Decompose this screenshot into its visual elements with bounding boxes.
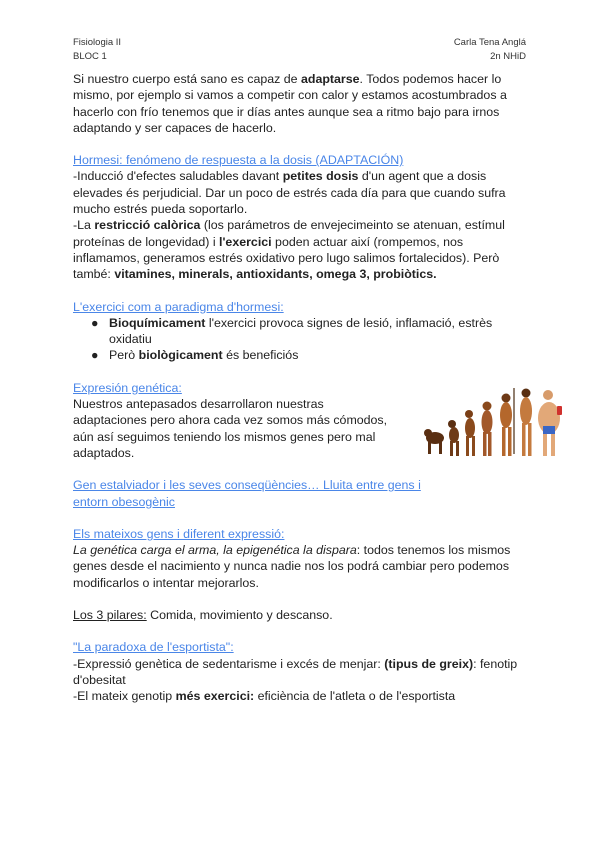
- list-item: [91, 315, 525, 348]
- mateixos-heading: Els mateixos gens i diferent expressió:: [73, 526, 285, 541]
- figure-hominid: [465, 410, 475, 456]
- paradoxa-paragraph-1: [73, 656, 525, 689]
- bullet-icon: ●: [91, 348, 99, 363]
- intro-text: Si nuestro cuerpo está sano es capaz de: [73, 72, 301, 86]
- bloc-label: BLOC 1: [73, 51, 107, 62]
- figure-early-hominid: [448, 420, 459, 456]
- text-span: poden actuar així (rompemos, nos inflamamos, generamos estrés oxidativo pero lugo salimos fortalecidos). Però també:: [73, 234, 500, 282]
- intro-text-2: . Todos podemos hacer lo mismo, por ejemplo si vamos a competir con calor y estamos acostumbrados a hacerlo con frío tenemos que ir días antes aunque sea a ritmo bajo para irnos adaptando y ser capaces de hacerlo.: [73, 72, 507, 135]
- bold-span: vitamines, minerals, antioxidants, omega 3, probiòtics.: [114, 267, 437, 282]
- figure-ape: [424, 429, 444, 454]
- text-span: Comida, movimiento y descanso.: [146, 608, 333, 623]
- genetica-paragraph: Nuestros antepasados desarrollaron nuestras adaptaciones pero ahora cada vez somos más cómodos, aún así seguimos teniendo los mismos genes pero mal adaptados.: [73, 397, 388, 460]
- text-span: d'un agent que a dosis elevades és perjudicial. Dar un poco de estrés cada día para que cuando sufra mucho estrés pueda soportarlo.: [73, 169, 506, 217]
- text-span: : todos tenemos los mismos genes desde el nacimiento y nunca nadie nos los podrá cambiar pero podemos modificarlos o intentar mejorarlos.: [73, 543, 511, 590]
- author-label: Carla Tena Anglá: [453, 37, 526, 48]
- evolution-figures: [424, 388, 562, 456]
- pilares-paragraph: [73, 607, 525, 623]
- text-span: l'exercici provoca signes de lesió, inflamació, estrès oxidatiu: [109, 315, 493, 347]
- hormesi-paragraph-2: [73, 217, 525, 282]
- italic-span: La genética carga el arma, la epigenética la dispara: [73, 543, 357, 558]
- text-span: : fenotip d'obesitat: [73, 656, 518, 687]
- group-label: 2n NHiD: [490, 51, 526, 62]
- hormesi-heading: Hormesi: fenómeno de respuesta a la dosis (ADAPTACIÓN): [73, 153, 404, 168]
- paradoxa-paragraph-2: [73, 688, 525, 704]
- exercici-heading: L'exercici com a paradigma d'hormesi:: [73, 299, 284, 314]
- page-header: [73, 36, 526, 64]
- bold-span: més exercici:: [175, 689, 255, 704]
- paradoxa-heading: "La paradoxa de l'esportista":: [73, 640, 234, 655]
- text-span: -Expressió genètica de sedentarisme i excés de menjar:: [73, 656, 385, 671]
- bold-span: (tipus de greix): [384, 656, 474, 671]
- text-span: -La: [73, 218, 95, 233]
- text-span: (los parámetros de envejecimeinto se atenuan, estímul proteínas de longevidad) i: [73, 218, 505, 249]
- genetica-heading: Expresión genética:: [73, 380, 182, 395]
- bold-span: petites dosis: [282, 169, 359, 184]
- text-span: -El mateix genotip: [73, 689, 176, 704]
- figure-obese-human: [538, 390, 562, 456]
- intro-bold: adaptarse: [301, 72, 360, 86]
- estalviador-heading: Gen estalviador i les seves conseqüències… Lluita entre gens i entorn obesogènic: [73, 478, 421, 509]
- bullet-icon: ●: [91, 315, 99, 330]
- mateixos-paragraph: [73, 542, 525, 591]
- bold-span: Bioquímicament: [109, 315, 206, 330]
- intro-paragraph: [73, 71, 525, 136]
- text-span: és beneficiós: [222, 348, 299, 363]
- figure-early-human: [482, 402, 493, 457]
- bold-span: l'exercici: [219, 234, 272, 249]
- exercici-list: [73, 315, 525, 364]
- text-span: eficiència de l'atleta o de l'esportista: [254, 689, 456, 704]
- hormesi-paragraph-1: [73, 168, 525, 217]
- bold-span: restricció calòrica: [94, 218, 201, 233]
- text-span: -Inducció d'efectes saludables davant: [73, 169, 283, 184]
- figure-human-spear: [500, 388, 514, 456]
- figure-modern-human: [520, 389, 532, 457]
- bold-span: biològicament: [138, 348, 223, 363]
- human-evolution-illustration: [424, 384, 564, 462]
- pilares-label: Los 3 pilares:: [73, 608, 147, 623]
- subject-label: Fisiologia II: [73, 37, 122, 48]
- text-span: Però: [109, 348, 139, 363]
- list-item: [91, 347, 525, 363]
